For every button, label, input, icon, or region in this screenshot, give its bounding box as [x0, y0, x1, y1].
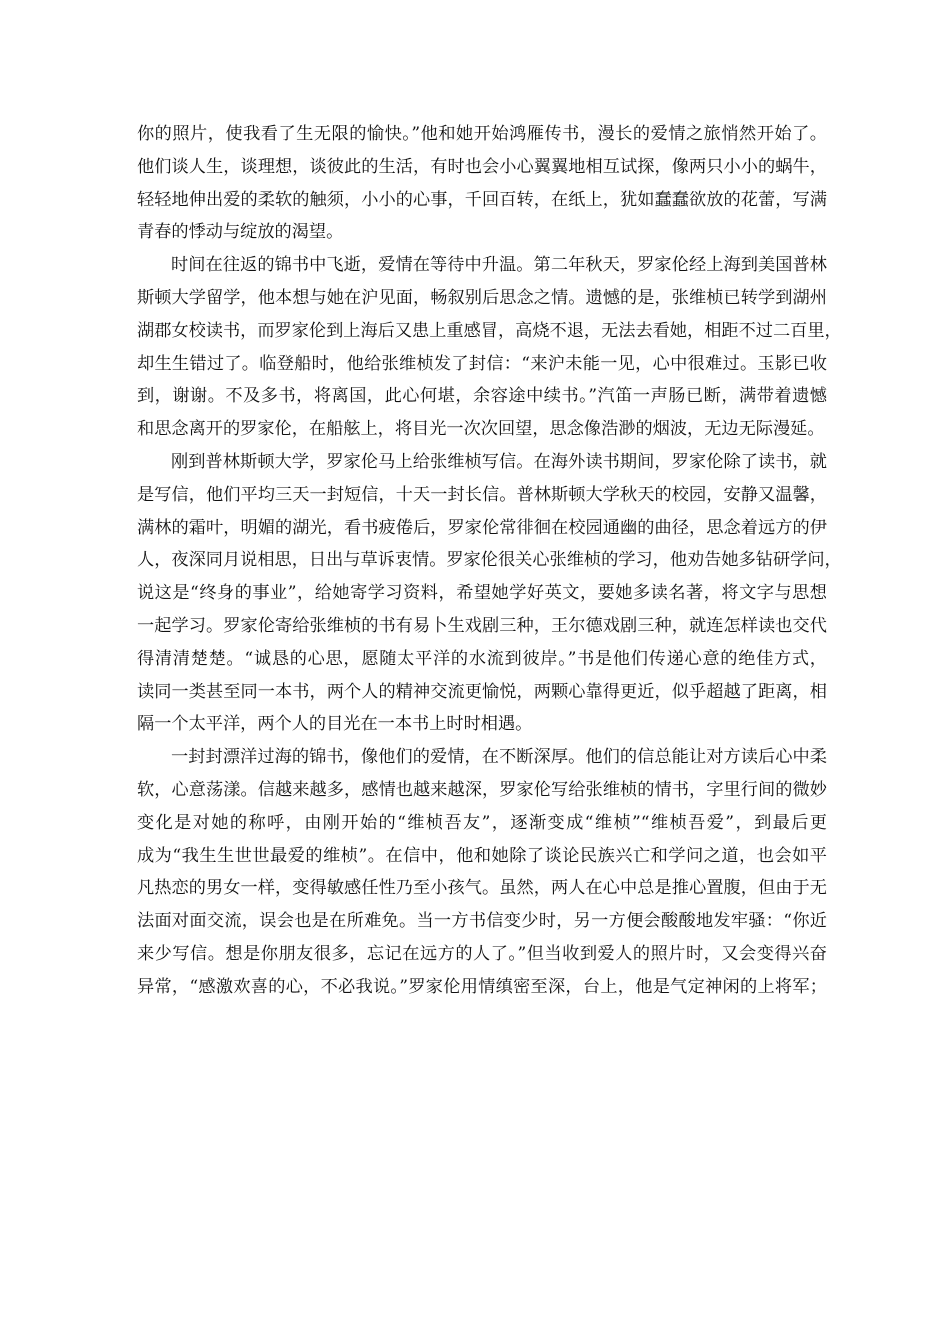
- paragraph-3: [137, 446, 842, 741]
- paragraph-2: [137, 249, 842, 446]
- text-line: 人，夜深同月说相思，日出与草诉衷情。罗家伦很关心张维桢的学习，他劝告她多钻研学问，: [137, 550, 842, 571]
- text-line: 读同一类甚至同一本书，两个人的精神交流更愉悦，两颗心靠得更近，似乎超越了距离，相: [137, 681, 827, 702]
- paragraph-1: [137, 118, 827, 249]
- text-line: 湖郡女校读书，而罗家伦到上海后又患上重感冒，高烧不退，无法去看她，相距不过二百里，: [137, 320, 842, 341]
- text-line: 是写信，他们平均三天一封短信，十天一封长信。普林斯顿大学秋天的校园，安静又温馨，: [137, 484, 827, 505]
- text-line: 斯顿大学留学，他本想与她在沪见面，畅叙别后思念之情。遗憾的是，张维桢已转学到湖州: [137, 287, 827, 308]
- text-line: 成为“我生生世世最爱的维桢”。在信中，他和她除了谈论民族兴亡和学问之道，也会如平: [137, 845, 827, 866]
- text-line: 来少写信。想是你朋友很多，忘记在远方的人了。”但当收到爱人的照片时，又会变得兴奋: [137, 943, 827, 964]
- text-line: 到，谢谢。不及多书，将离国，此心何堪，余容途中续书。”汽笛一声肠已断，满带着遗憾: [137, 386, 827, 407]
- text-line: 得清清楚楚。“诚恳的心思，愿随太平洋的水流到彼岸。”书是他们传递心意的绝佳方式，: [137, 648, 827, 669]
- text-line: 一封封漂洋过海的锦书，像他们的爱情，在不断深厚。他们的信总能让对方读后心中柔: [171, 747, 827, 768]
- text-line: 和思念离开的罗家伦，在船舷上，将目光一次次回望，思念像浩渺的烟波，无边无际漫延。: [137, 419, 825, 440]
- text-line: 你的照片，使我看了生无限的愉快。”他和她开始鸿雁传书，漫长的爱情之旅悄然开始了。: [137, 124, 827, 144]
- text-line: 隔一个太平洋，两个人的目光在一本书上时时相遇。: [137, 714, 533, 735]
- text-line: 凡热恋的男女一样，变得敏感任性乃至小孩气。虽然，两人在心中总是推心置腹，但由于无: [137, 878, 827, 899]
- text-line: 软，心意荡漾。信越来越多，感情也越来越深，罗家伦写给张维桢的情书，字里行间的微妙: [137, 779, 827, 800]
- text-line: 说这是“终身的事业”，给她寄学习资料，希望她学好英文，要她多读名著，将文字与思想: [137, 583, 827, 604]
- text-line: 异常，“感激欢喜的心，不必我说。”罗家伦用情缜密至深，台上，他是气定神闲的上将军；: [137, 976, 827, 997]
- text-line: 满林的霜叶，明媚的湖光，看书疲倦后，罗家伦常徘徊在校园通幽的曲径，思念着远方的伊: [137, 517, 827, 538]
- text-line: 轻轻地伸出爱的柔软的触须，小小的心事，千回百转，在纸上，犹如蠢蠢欲放的花蕾，写满: [137, 189, 827, 210]
- text-line: 他们谈人生，谈理想，谈彼此的生活，有时也会小心翼翼地相互试探，像两只小小的蜗牛，: [137, 156, 827, 177]
- text-line: 时间在往返的锦书中飞逝，爱情在等待中升温。第二年秋天，罗家伦经上海到美国普林: [171, 255, 827, 276]
- text-line: 变化是对她的称呼，由刚开始的“维桢吾友”，逐渐变成“维桢”“维桢吾爱”，到最后更: [137, 812, 827, 833]
- body-text: [137, 118, 842, 1004]
- text-line: 一起学习。罗家伦寄给张维桢的书有易卜生戏剧三种，王尔德戏剧三种，就连怎样读也交代: [137, 615, 827, 636]
- text-line: 刚到普林斯顿大学，罗家伦马上给张维桢写信。在海外读书期间，罗家伦除了读书，就: [171, 451, 827, 472]
- text-line: 青春的悸动与绽放的渴望。: [137, 222, 344, 243]
- text-line: 法面对面交流，误会也是在所难免。当一方书信变少时，另一方便会酸酸地发牢骚：“你近: [137, 911, 827, 932]
- text-line: 却生生错过了。临登船时，他给张维桢发了封信：“来沪未能一见，心中很难过。玉影已收: [137, 353, 827, 374]
- paragraph-4: [137, 741, 827, 1003]
